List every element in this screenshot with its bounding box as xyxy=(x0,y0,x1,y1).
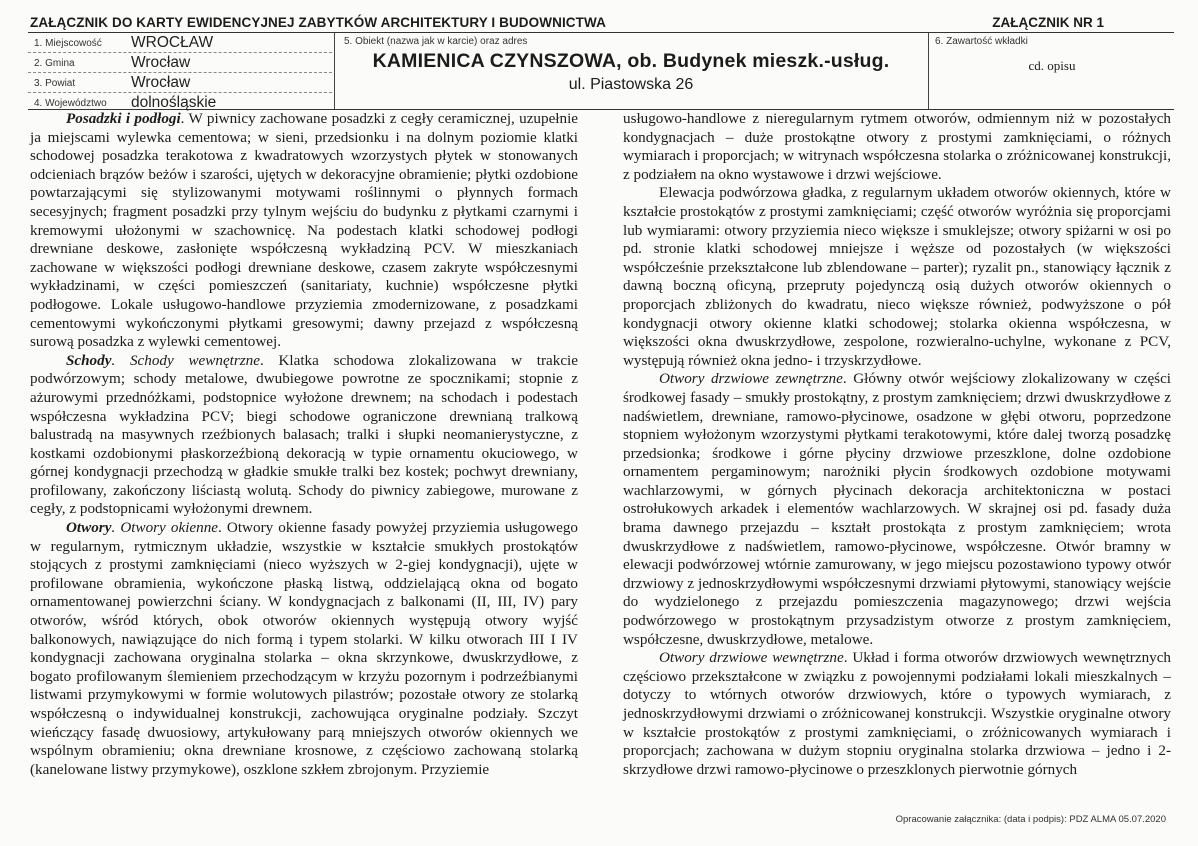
object-label: 5. Obiekt (nazwa jak w karcie) oraz adres xyxy=(344,36,528,47)
right-text-column xyxy=(623,110,1171,779)
paragraph-openings xyxy=(30,519,578,779)
field-label: 3. Powiat xyxy=(34,78,76,89)
column-divider xyxy=(928,33,929,109)
section-heading: Schody xyxy=(66,351,112,369)
contents-value: cd. opisu xyxy=(1028,58,1076,73)
object-cell xyxy=(336,33,926,109)
subsection-heading: . Otwory okienne xyxy=(111,519,218,537)
paragraph-text: . Główny otwór wejściowy zlokalizowany w części środkowej fasady – smukły prostokątny, z prostym zamknięciem; drzwi dwuskrzydłowe z nadświetlem, drewniane, ramowo-płycinowe, osadzone w głębi otworu, poprzedzone stopniem wyłożonym wzorzystymi płytkami terakotowymi, które dalej tworzą posadzkę przedsionka; środkowe i górne płyciny drzwiowe przeszklone, dolne ozdobione ornamentem pergaminowym; narożniki płycin środkowych ozdobione motywami wachlarzowymi, w górnych płycinach dekoracja architektoniczna w postaci ostrołukowych arkadek i elementów wachlarzowych. W skrajnej osi pd. fasady duża brama dawnego przejazdu – kształt prostokąta z prostym zamknięciem; wrota dwuskrzydłowe z nadświetlem, ramowo-płycinowe, współczesne. Otwór bramny w elewacji podwórzowej wtórnie zamurowany, w jego miejscu pozostawiono typowy otwór drzwiowy z jednoskrzydłowymi współczesnymi drzwiami płytowymi, stanowiący wejście do wydzielonego z przejazdu pomieszczenia magazynowego; drzwi wejścia podwórzowego w prostokątnym przysadzistym otworze z prostym zamknięciem, współczesne, dwuskrzydłowe, metalowe. xyxy=(623,370,1171,648)
paragraph-text: usługowo-handlowe z nieregularnym rytmem otworów, odmiennym niż w pozostałych kondygnacjach – duże prostokątne otwory z prostymi zamknięciami, o różnych wymiarach i proporcjach; w witrynach współczesna stolarka o zróżnicowanej konstrukcji, z podziałem na okno wystawowe i drzwi wejściowe. xyxy=(623,110,1171,183)
paragraph-stairs xyxy=(30,352,578,519)
document-header-strip xyxy=(28,12,1174,33)
section-heading: Posadzki i podłogi xyxy=(66,110,181,127)
preparation-note: Opracowanie załącznika: (data i podpis): PDZ ALMA 05.07.2020 xyxy=(895,814,1166,825)
paragraph-ground-floor-continued xyxy=(623,110,1171,184)
paragraph-text: . W piwnicy zachowane posadzki z cegły ceramicznej, uzupełnie ja miejscami wylewka cementowa; w sieni, przedsionku i na dolnym poziomie klatki schodowej posadzka terakotowa z kwadratowych wzorzystych płytek w stonowanych odcieniach brązów beżów i szarości, ujętych w dekoracyjne obramienie; płytki ozdobione powtarzającymi się stylizowanymi motywami roślinnymi o płynnych formach secesyjnych; fragment posadzki przy tylnym wejściu do budynku z płytkami czarnymi i kremowymi ułożonymi w szachownicę. Na podestach klatki schodowej podłogi drewniane deskowe, zasłonięte współczesną wykładziną PCV. W mieszkaniach zachowane w większości podłogi drewniane deskowe, czasem zakryte współczesnymi wykładzinami, w części pomieszczeń (sanitariaty, kuchnie) współczesne płytki podłogowe. Lokale usługowo-handlowe przyziemia zmodernizowane, z posadzkami cementowymi wykończonymi płytkami gresowymi; dawny przejazd z współczesną surową posadzka z wylewki cementowej. xyxy=(30,110,578,351)
object-address: ul. Piastowska 26 xyxy=(568,76,694,93)
paragraph-exterior-doors xyxy=(623,370,1171,649)
column-divider xyxy=(334,33,335,109)
field-row-commune xyxy=(28,53,332,73)
field-label: 1. Miejscowość xyxy=(34,38,102,49)
field-value: WROCŁAW xyxy=(131,34,214,51)
field-value: Wrocław xyxy=(131,54,191,71)
paragraph-interior-doors xyxy=(623,649,1171,779)
field-row-county xyxy=(28,73,332,93)
field-row-locality xyxy=(28,33,332,53)
paragraph-courtyard-elevation xyxy=(623,184,1171,370)
field-label: 2. Gmina xyxy=(34,58,75,69)
paragraph-floors xyxy=(30,110,578,352)
subsection-heading: Otwory drzwiowe zewnętrzne xyxy=(659,370,843,388)
attachment-number: ZAŁĄCZNIK NR 1 xyxy=(992,15,1104,30)
document-title: ZAŁĄCZNIK DO KARTY EWIDENCYJNEJ ZABYTKÓW ARCHITEKTURY I BUDOWNICTWA xyxy=(30,15,606,30)
left-text-column xyxy=(30,110,578,779)
header-table xyxy=(28,33,1174,110)
subsection-heading: Otwory drzwiowe wewnętrzne xyxy=(659,649,844,667)
section-heading: Otwory xyxy=(66,519,112,537)
paragraph-text: . Układ i forma otworów drzwiowych wewnętrznych częściowo przekształcone w związku z powojennymi podziałami lokali mieszkalnych – dotyczy to wtórnych otworów drzwiowych, które o typowych wymiarach, z jednoskrzydłowymi drzwiami o zróżnicowanej konstrukcji. Wszystkie oryginalne otwory w kształcie prostokątów z prostymi zamknięciami, o zróżnicowanych wymiarach i proporcjach; zachowana w dużym stopniu oryginalna stolarka drzwiowa – jedno i 2-skrzydłowe drzwi ramowo-płycinowe o przeszklonych pierwotnie górnych xyxy=(623,649,1171,778)
paragraph-text: . Otwory okienne fasady powyżej przyziemia usługowego w regularnym, rytmicznym układzie, wszystkie w kształcie smukłych prostokątów stojących z prostymi zamknięciami (nieco wyższych w 2-giej kondygnacji), ujęte w profilowane obramienia, wykończone płaską listwą, oddzielającą okna od bogato ornamentowanej powierzchni ściany. W kondygnacjach z balkonami (II, III, IV) pary otworów, wśród których, obok otworów okiennych występują otwory wyjść balkonowych, nawiązujące do nich formą i typem stolarki. W kilku otworach III I IV kondygnacji zachowana oryginalna stolarka – okna skrzynkowe, dwuskrzydłowe, z bogato profilowanym ślemieniem przechodzącym w krzyżu pozornym i podrzeźbianymi listwami przymykowymi w formie wolutowych pilastrów; pozostałe otwory ze stolarką współczesną o indywidualnej konstrukcji, zachowująca oryginalne podziały. Szczyt wieńczący fasadę dwuosiowy, artykułowany parą mniejszych otworów okiennych we wspólnym obramieniu; okna drewniane krosnowe, z częściowo zachowaną stolarką (kanelowane listwy przymykowe), oszklone szkłem zbrojonym. Przyziemie xyxy=(30,519,579,778)
subsection-heading: . Schody wewnętrzne xyxy=(111,351,260,369)
object-name: KAMIENICA CZYNSZOWA, ob. Budynek mieszk.-usług. xyxy=(372,50,890,72)
paragraph-text: . Klatka schodowa zlokalizowana w trakcie podwórzowym; schody metalowe, dwubiegowe powrotne ze spocznikami; stopnie z ażurowymi przednóżkami, podstopnice wyłożone drewnem; na schodach i podestach współczesna wykładzina PCV; biegi schodowe ograniczone drewnianą tralkową balustradą na masywnych rzeźbionych balasach; tralki i słupki neomanierystyczne, z kostkami ozdobionymi płaskorzeźbioną dekoracją w typie ornamentu okuciowego, w górnej kondygnacji przechodzą w gładkie smukłe tralki bez kostek; pochwyt drewniany, profilowany, zakończony liściastą wolutą. Schody do piwnicy zabiegowe, murowane z cegły, z podstopnicami wyłożonymi drewnem. xyxy=(30,351,578,518)
paragraph-text: Elewacja podwórzowa gładka, z regularnym układem otworów okiennych, które w kształcie prostokątów z prostymi zamknięciami; część otworów wyróżnia się proporcjami lub wymiarami: otwory przyziemia nieco większe i smuklejsze; otwory spiżarni w osi po pd. stronie klatki schodowej mniejsze i węższe od pozostałych (w większości współcześnie przekształcone lub zblendowane – parter); ryzalit pn., stanowiący łącznik z dawną boczną oficyną, przepruty pojedynczą osią dużych otworów okiennych o proporcjach zbliżonych do kwadratu, nieco większe również, podwyższone o pół kondygnacji otwory okienne klatki schodowej; stolarka okienna współczesna, w większości okna dwuskrzydłowe, zespolone, rozwieralno-uchylne, wykonane z PCV, występują również okna jedno- i trzyskrzydłowe. xyxy=(623,184,1171,369)
contents-label: 6. Zawartość wkładki xyxy=(935,36,1028,47)
field-label: 4. Województwo xyxy=(34,98,107,109)
field-value: dolnośląskie xyxy=(131,94,217,111)
contents-cell xyxy=(930,33,1174,109)
field-value: Wrocław xyxy=(131,74,191,91)
location-fields xyxy=(28,33,332,109)
